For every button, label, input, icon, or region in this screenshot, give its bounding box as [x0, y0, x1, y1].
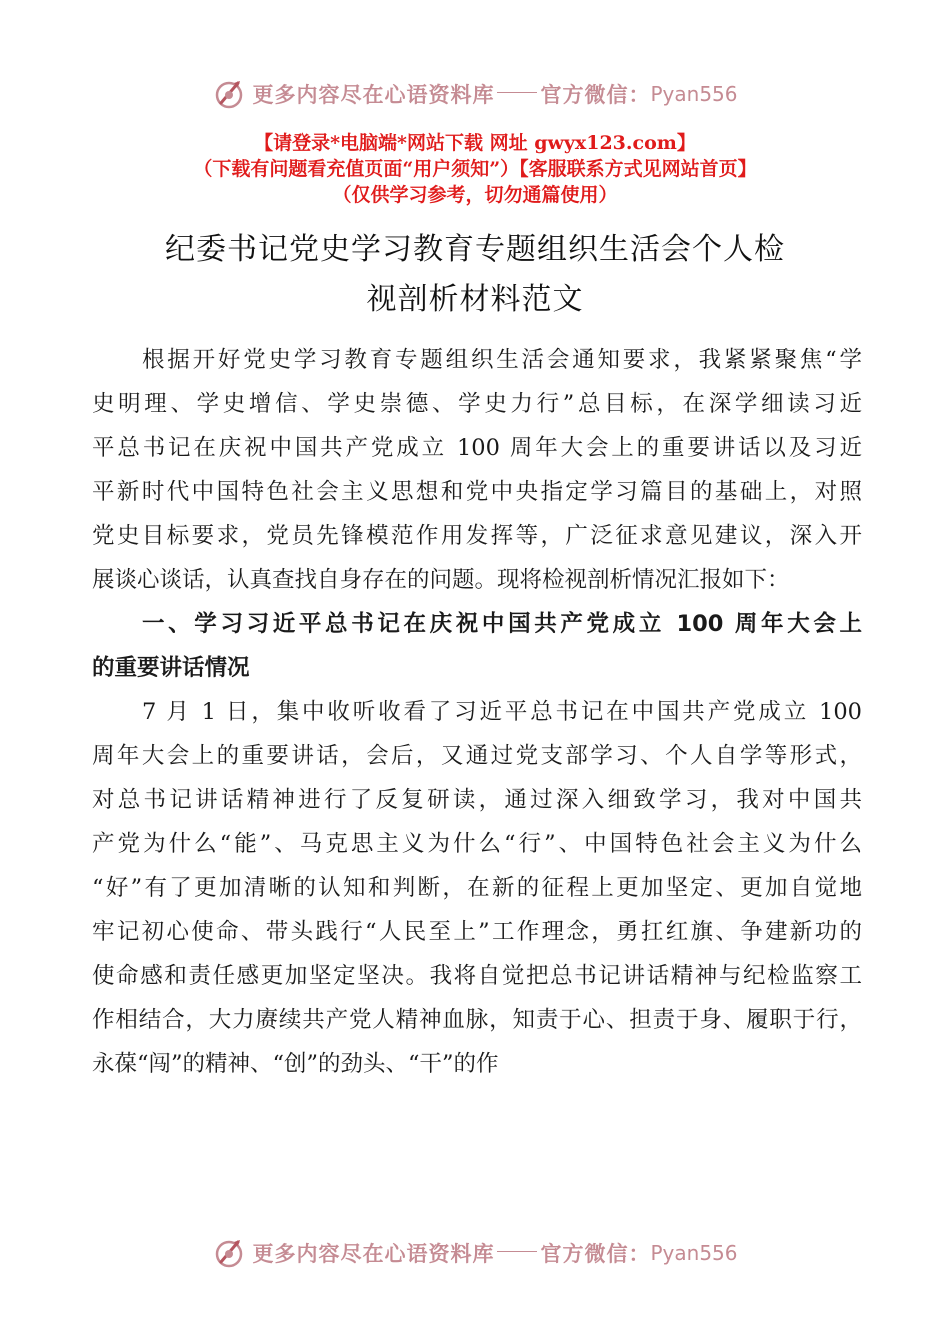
footer-brand-banner [0, 1233, 950, 1273]
notice-line-3: （仅供学习参考，切勿通篇使用） [332, 184, 618, 206]
heading-line: 一、学习习近平总书记在庆祝中国共产党成立 100 周年大会上 [142, 611, 862, 637]
paragraph-line: 作相结合，大力赓续共产党人精神血脉，知责于心、担责于身、履职于行， [92, 1007, 862, 1033]
paragraph-line: “好”有了更加清晰的认知和判断，在新的征程上更加坚定、更加自觉地 [92, 875, 862, 901]
document-title [0, 225, 950, 325]
heading-line: 的重要讲话情况 [92, 655, 250, 681]
brand-separator [497, 92, 537, 93]
brand-wechat-label: 官方微信： [540, 1241, 651, 1266]
paragraph-line: 平新时代中国特色社会主义思想和党中央指定学习篇目的基础上，对照 [92, 479, 862, 505]
brand-text: 更多内容尽在心语资料库 [252, 82, 495, 107]
section-1-heading [92, 602, 862, 690]
paragraph-line: 根据开好党史学习教育专题组织生活会通知要求，我紧紧聚焦“学 [142, 347, 862, 373]
paragraph-line: 7 月 1 日，集中收听收看了习近平总书记在中国共产党成立 100 [142, 699, 862, 725]
brand-logo-icon [212, 1236, 246, 1270]
brand-text: 更多内容尽在心语资料库 [252, 1241, 495, 1266]
paragraph-line: 牢记初心使命、带头践行“人民至上”工作理念，勇扛红旗、争建新功的 [92, 919, 862, 945]
section-1-paragraph [92, 690, 862, 1086]
paragraph-line: 使命感和责任感更加坚定坚决。我将自觉把总书记讲话精神与纪检监察工 [92, 963, 862, 989]
intro-paragraph [92, 338, 862, 602]
title-line-2: 视剖析材料范文 [366, 282, 584, 317]
title-line-1: 纪委书记党史学习教育专题组织生活会个人检 [165, 232, 785, 267]
paragraph-line: 党史目标要求，党员先锋模范作用发挥等，广泛征求意见建议，深入开 [92, 523, 862, 549]
paragraph-line: 史明理、学史增信、学史崇德、学史力行”总目标，在深学细读习近 [92, 391, 862, 417]
brand-wechat-label: 官方微信： [540, 82, 651, 107]
paragraph-line: 产党为什么“能”、马克思主义为什么“行”、中国特色社会主义为什么 [92, 831, 862, 857]
paragraph-line: 永葆“闯”的精神、“创”的劲头、“干”的作 [92, 1051, 499, 1077]
paragraph-line: 平总书记在庆祝中国共产党成立 100 周年大会上的重要讲话以及习近 [92, 435, 862, 461]
paragraph-line: 周年大会上的重要讲话，会后，又通过党支部学习、个人自学等形式， [92, 743, 862, 769]
brand-separator [497, 1251, 537, 1252]
brand-wechat-id: Pyan556 [650, 82, 738, 106]
header-brand-banner [0, 74, 950, 114]
notice-line-1: 【请登录*电脑端*网站下载 网址 gwyx123.com】 [254, 132, 696, 154]
notice-line-2: （下载有问题看充值页面“用户须知”）【客服联系方式见网站首页】 [193, 158, 757, 180]
paragraph-line: 展谈心谈话，认真查找自身存在的问题。现将检视剖析情况汇报如下： [92, 567, 790, 593]
download-notice [0, 130, 950, 208]
brand-logo-icon [212, 77, 246, 111]
brand-wechat-id: Pyan556 [650, 1241, 738, 1265]
paragraph-line: 对总书记讲话精神进行了反复研读，通过深入细致学习，我对中国共 [92, 787, 862, 813]
